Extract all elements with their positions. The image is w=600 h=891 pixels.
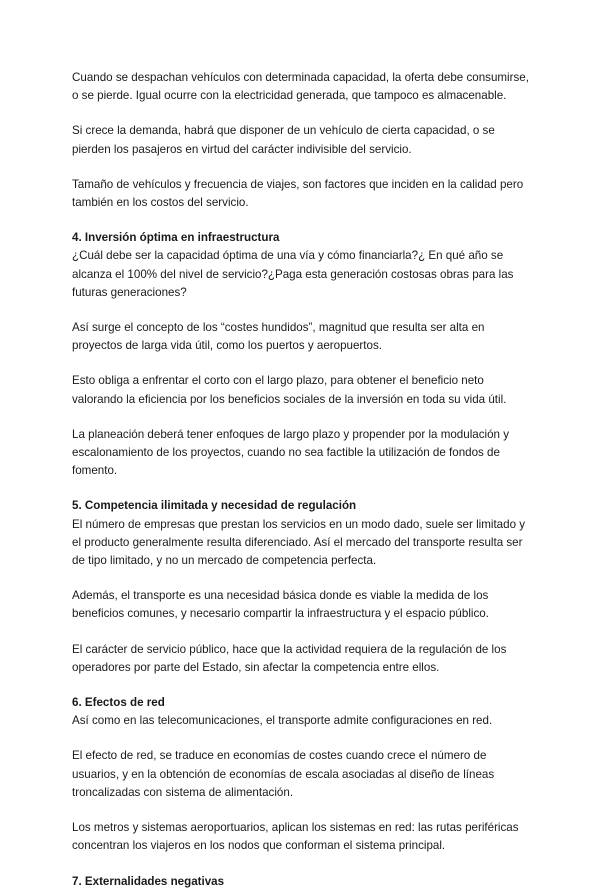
paragraph: Así como en las telecomunicaciones, el transporte admite configuraciones en red. bbox=[72, 714, 493, 728]
paragraph: Así surge el concepto de los “costes hundidos”, magnitud que resulta ser alta en proyectos de larga vida útil, como los puertos y aeropuertos. bbox=[72, 321, 485, 353]
paragraph: El número de empresas que prestan los servicios en un modo dado, suele ser limitado y el producto generalmente resulta diferenciado. Así el mercado del transporte resulta ser de tipo limitado, y no un mercado de competencia perfecta. bbox=[72, 517, 526, 568]
section-6 bbox=[72, 694, 534, 855]
paragraph: La planeación deberá tener enfoques de largo plazo y propender por la modulación y escalonamiento de los proyectos, cuando no sea factible la utilización de fondos de fomento. bbox=[72, 427, 510, 478]
paragraph: Los metros y sistemas aeroportuarios, aplican los sistemas en red: las rutas periféricas concentran los viajeros en los nodos que conforman el sistema principal. bbox=[72, 821, 519, 853]
paragraph: Cuando se despachan vehículos con determinada capacidad, la oferta debe consumirse, o se pierde. Igual ocurre con la electricidad generada, que tampoco es almacenable. bbox=[72, 71, 529, 103]
paragraph: Tamaño de vehículos y frecuencia de viajes, son factores que inciden en la calidad pero también en los costos del servicio. bbox=[72, 177, 524, 210]
paragraph: El efecto de red, se traduce en economías de costes cuando crece el número de usuarios, y en la obtención de economías de escala asociadas al diseño de líneas troncalizadas con sistema de alimentación. bbox=[72, 749, 495, 799]
paragraph: Si crece la demanda, habrá que disponer de un vehículo de cierta capacidad, o se pierden los pasajeros en virtud del carácter indivisible del servicio. bbox=[72, 124, 495, 156]
section-heading: 4. Inversión óptima en infraestructura bbox=[72, 231, 280, 245]
section-5 bbox=[72, 497, 534, 677]
paragraph: El carácter de servicio público, hace que la actividad requiera de la regulación de los operadores por parte del Estado, sin afectar la competencia entre ellos. bbox=[72, 642, 507, 674]
intro-block bbox=[72, 69, 534, 212]
section-7 bbox=[72, 873, 534, 891]
section-heading: 7. Externalidades negativas bbox=[72, 874, 225, 888]
section-4 bbox=[72, 229, 534, 480]
paragraph: Esto obliga a enfrentar el corto con el largo plazo, para obtener el beneficio neto valorando la eficiencia por los beneficios sociales de la inversión en toda su vida útil. bbox=[72, 374, 507, 406]
paragraph: ¿Cuál debe ser la capacidad óptima de una vía y cómo financiarla?¿ En qué año se alcanza el 100% del nivel de servicio?¿Paga esta generación costosas obras para las futuras generaciones? bbox=[72, 249, 514, 299]
paragraph: Además, el transporte es una necesidad básica donde es viable la medida de los beneficios comunes, y necesario compartir la infraestructura y el espacio público. bbox=[72, 589, 489, 621]
section-heading: 6. Efectos de red bbox=[72, 696, 165, 710]
document-page bbox=[72, 69, 534, 891]
section-heading: 5. Competencia ilimitada y necesidad de regulación bbox=[72, 499, 357, 513]
